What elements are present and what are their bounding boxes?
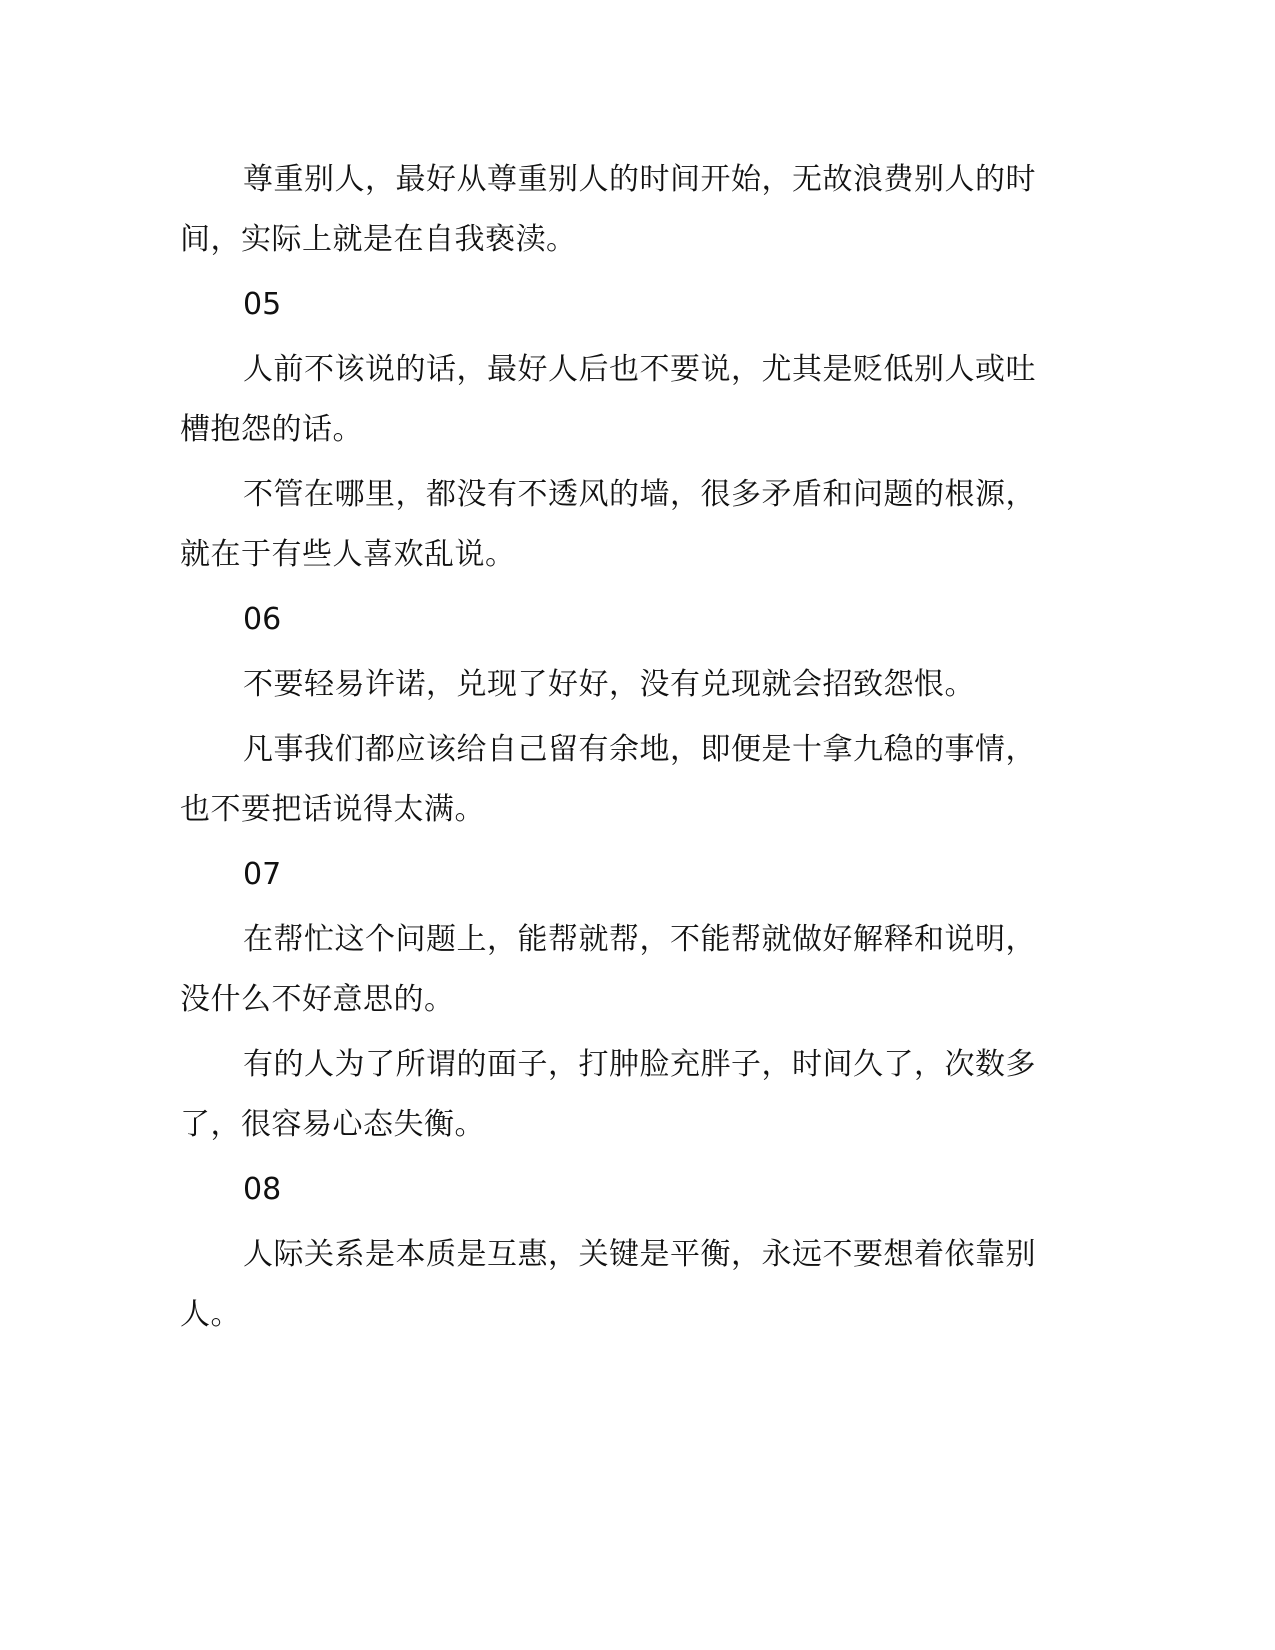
- section-number: 06: [243, 602, 282, 637]
- paragraph: 不管在哪里，都没有不透风的墙，很多矛盾和问题的根源，就在于有些人喜欢乱说。: [180, 477, 1036, 572]
- document-body: [180, 150, 1040, 1350]
- paragraph: 人前不该说的话，最好人后也不要说，尤其是贬低别人或吐槽抱怨的话。: [180, 352, 1036, 447]
- paragraph: 不要轻易许诺，兑现了好好，没有兑现就会招致怨恨。: [243, 667, 975, 702]
- paragraph: 人际关系是本质是互惠，关键是平衡，永远不要想着依靠别人。: [180, 1237, 1036, 1332]
- paragraph: 尊重别人，最好从尊重别人的时间开始，无故浪费别人的时间，实际上就是在自我亵渎。: [180, 162, 1036, 257]
- section-number: 08: [243, 1172, 282, 1207]
- section-number: 07: [243, 857, 282, 892]
- paragraph: 凡事我们都应该给自己留有余地，即便是十拿九稳的事情，也不要把话说得太满。: [180, 732, 1036, 827]
- paragraph: 在帮忙这个问题上，能帮就帮，不能帮就做好解释和说明，没什么不好意思的。: [180, 922, 1036, 1017]
- paragraph: 有的人为了所谓的面子，打肿脸充胖子，时间久了，次数多了，很容易心态失衡。: [180, 1047, 1036, 1142]
- section-number: 05: [243, 287, 282, 322]
